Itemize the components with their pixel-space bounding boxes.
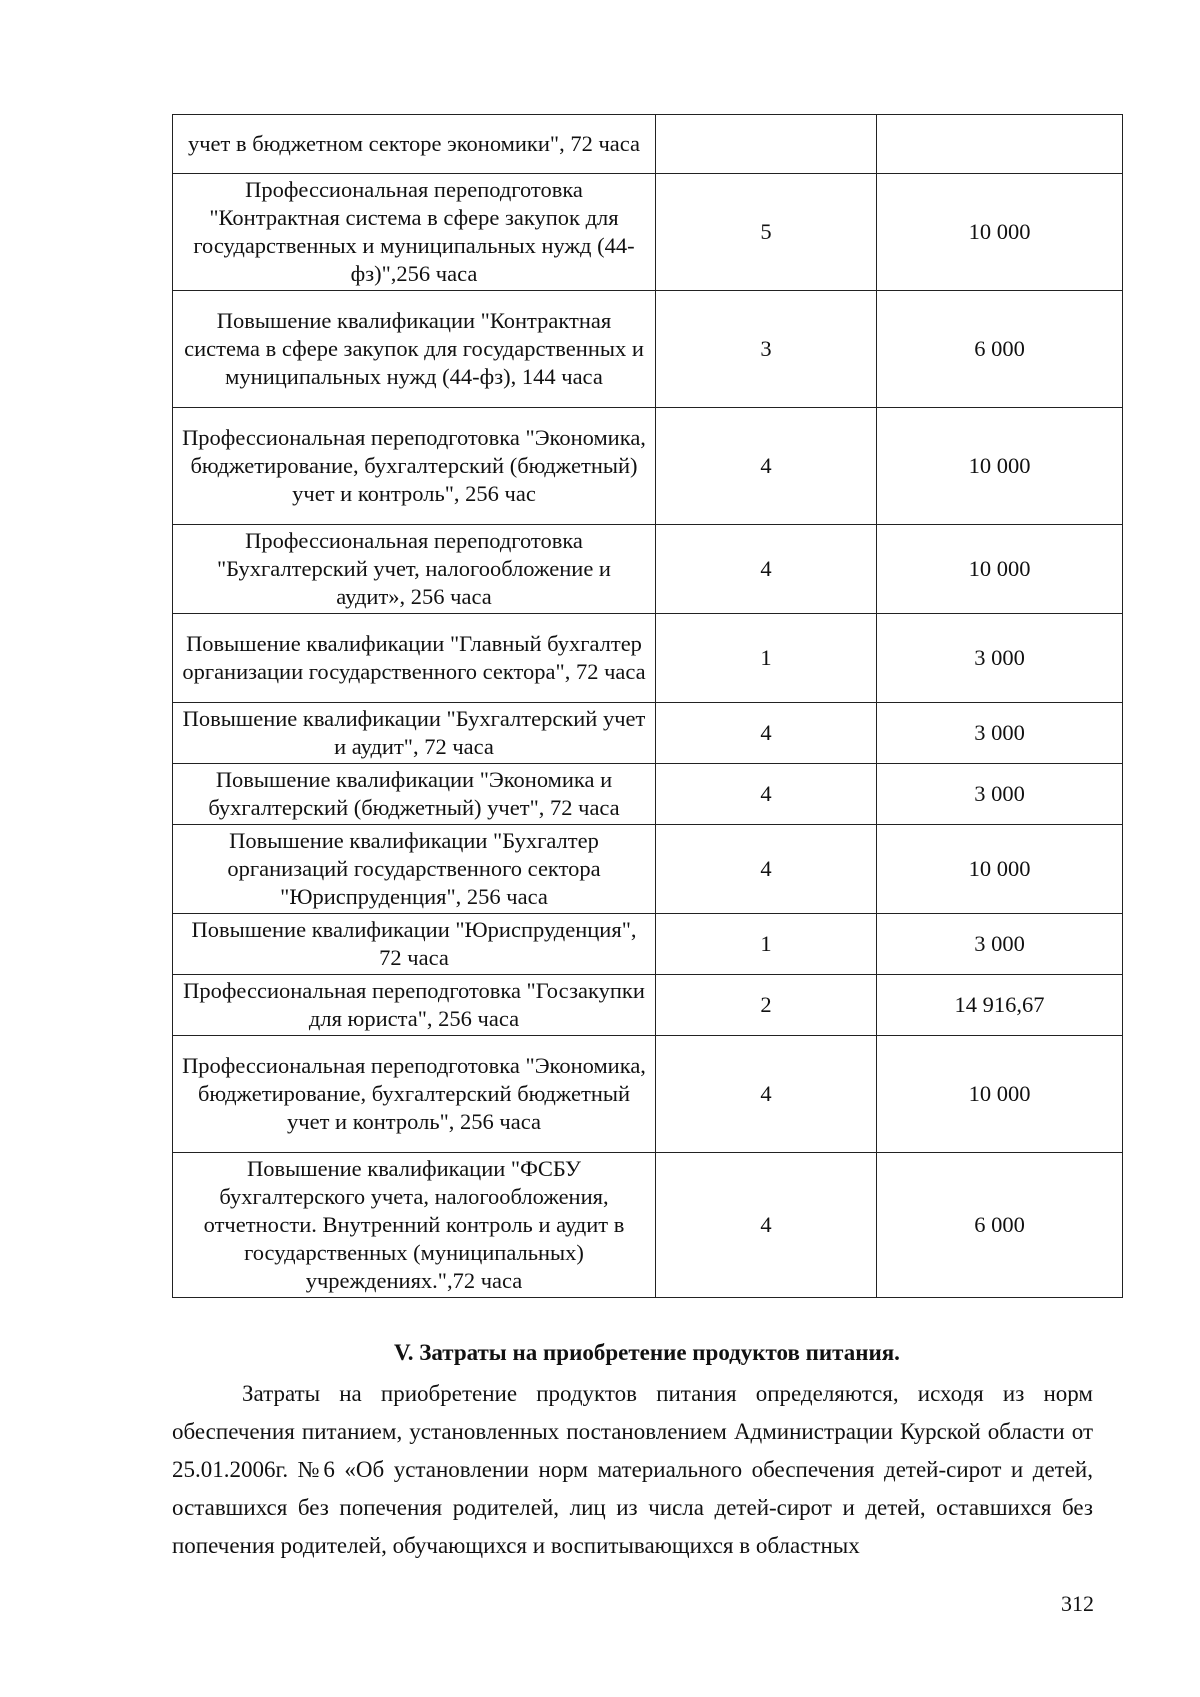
count-cell: 4 (656, 825, 877, 914)
price-cell (877, 115, 1123, 174)
count-cell: 4 (656, 764, 877, 825)
course-name-cell: Профессиональная переподготовка "Бухгалтерский учет, налогообложение и аудит», 256 часа (173, 525, 656, 614)
price-cell: 10 000 (877, 174, 1123, 291)
price-cell: 6 000 (877, 291, 1123, 408)
course-name-cell: Повышение квалификации "Бухгалтерский учет и аудит", 72 часа (173, 703, 656, 764)
table-row (173, 914, 1123, 975)
count-cell: 5 (656, 174, 877, 291)
course-name-cell: Повышение квалификации "Экономика и бухгалтерский (бюджетный) учет", 72 часа (173, 764, 656, 825)
table-row (173, 614, 1123, 703)
count-cell: 1 (656, 914, 877, 975)
count-cell: 4 (656, 1153, 877, 1298)
table-row (173, 174, 1123, 291)
course-name-cell: Профессиональная переподготовка "Экономика, бюджетирование, бухгалтерский (бюджетный) учет и контроль", 256 час (173, 408, 656, 525)
price-cell: 14 916,67 (877, 975, 1123, 1036)
course-name-cell: Профессиональная переподготовка "Экономика, бюджетирование, бухгалтерский бюджетный учет и контроль", 256 часа (173, 1036, 656, 1153)
page-number: 312 (1061, 1591, 1094, 1616)
table-row (173, 1153, 1123, 1298)
price-cell: 3 000 (877, 914, 1123, 975)
table-row (173, 115, 1123, 174)
price-cell: 10 000 (877, 408, 1123, 525)
table-row (173, 525, 1123, 614)
course-name-cell: учет в бюджетном секторе экономики", 72 часа (173, 115, 656, 174)
table-row (173, 703, 1123, 764)
count-cell: 1 (656, 614, 877, 703)
course-name-cell: Повышение квалификации "Контрактная система в сфере закупок для государственных и муниципальных нужд (44-фз), 144 часа (173, 291, 656, 408)
count-cell: 4 (656, 408, 877, 525)
price-cell: 3 000 (877, 614, 1123, 703)
table-row (173, 408, 1123, 525)
course-name-cell: Повышение квалификации "Главный бухгалтер организации государственного сектора", 72 часа (173, 614, 656, 703)
course-name-cell: Повышение квалификации "ФСБУ бухгалтерского учета, налогообложения, отчетности. Внутренний контроль и аудит в государственных (муниципальных) учреждениях.",72 часа (173, 1153, 656, 1298)
count-cell: 4 (656, 703, 877, 764)
price-cell: 3 000 (877, 764, 1123, 825)
price-cell: 6 000 (877, 1153, 1123, 1298)
count-cell: 4 (656, 1036, 877, 1153)
training-costs-table (172, 114, 1123, 1298)
course-name-cell: Повышение квалификации "Бухгалтер организаций государственного сектора "Юриспруденция", 256 часа (173, 825, 656, 914)
section-title: V. Затраты на приобретение продуктов питания. (394, 1340, 900, 1365)
table-row (173, 975, 1123, 1036)
table-row (173, 825, 1123, 914)
table-row (173, 1036, 1123, 1153)
course-name-cell: Профессиональная переподготовка "Госзакупки для юриста", 256 часа (173, 975, 656, 1036)
course-name-cell: Повышение квалификации "Юриспруденция", 72 часа (173, 914, 656, 975)
count-cell: 3 (656, 291, 877, 408)
price-cell: 3 000 (877, 703, 1123, 764)
count-cell (656, 115, 877, 174)
price-cell: 10 000 (877, 1036, 1123, 1153)
price-cell: 10 000 (877, 825, 1123, 914)
table-row (173, 764, 1123, 825)
count-cell: 2 (656, 975, 877, 1036)
table-row (173, 291, 1123, 408)
price-cell: 10 000 (877, 525, 1123, 614)
course-name-cell: Профессиональная переподготовка "Контрактная система в сфере закупок для государственных и муниципальных нужд (44-фз)",256 часа (173, 174, 656, 291)
section-paragraph: Затраты на приобретение продуктов питания определяются, исходя из норм обеспечения питанием, установленных постановлением Администрации Курской области от 25.01.2006г. №6 «Об установлении норм материального обеспечения детей-сирот и детей, оставшихся без попечения родителей, лиц из числа детей-сирот и детей, оставшихся без попечения родителей, обучающихся и воспитывающихся в областных (172, 1381, 1093, 1558)
count-cell: 4 (656, 525, 877, 614)
training-costs-table-body (173, 115, 1123, 1298)
